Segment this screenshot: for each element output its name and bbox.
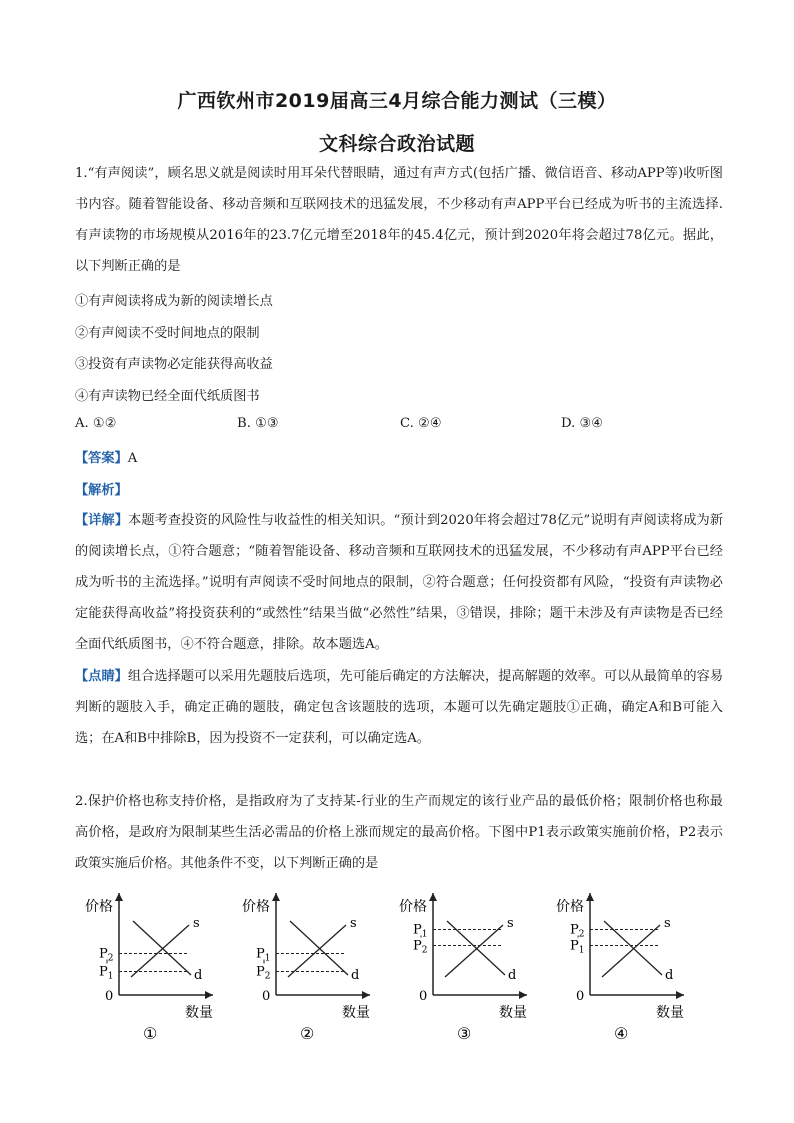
price-label-upper: $P_1$	[256, 946, 271, 964]
question-1-item-4: ④有声读物已经全面代纸质图书	[75, 389, 260, 404]
x-axis-arrow	[676, 991, 684, 999]
price-label-upper: $P_2$	[99, 946, 114, 964]
panel-number: ②	[300, 1024, 315, 1043]
price-charts	[60, 885, 700, 1045]
question-1-item-1: ①有声阅读将成为新的阅读增长点	[75, 294, 273, 309]
price-label-lower: $P_1$	[570, 938, 585, 956]
document-subtitle: 文科综合政治试题	[318, 133, 475, 155]
question-2-stem: 2.保护价格也称支持价格，是指政府为了支持某-行业的生产而规定的该行业产品的最低价格；限制价格也称最高价格，是政府为限制某些生活必需品的价格上涨而规定的最高价格。下图中P1表示政策实施前价格，P2表示政策实施后价格。其他条件不变，以下判断正确的是	[75, 794, 723, 871]
demand-label: d	[665, 968, 674, 983]
option-d: D. ③④	[561, 416, 604, 431]
tip-text: 组合选择题可以采用先题肢后选项，先可能后确定的方法解决，提高解题的效率。可以从最简单的容易判断的题肢入手，确定正确的题肢，确定包含该题肢的选项，本题可以先确定题肢①正确，确定A和B可能入选；在A和B中排除B，因为投资不一定获利，可以确定选A。	[75, 669, 724, 746]
tip-paragraph	[75, 661, 723, 754]
demand-label: d	[194, 968, 203, 983]
supply-curve	[288, 925, 346, 977]
analysis-label	[75, 479, 128, 498]
supply-curve	[131, 925, 189, 977]
origin-label: 0	[576, 989, 585, 1004]
y-axis-label: 价格	[242, 899, 270, 915]
price-label-upper: $P_1$	[413, 922, 428, 940]
supply-curve	[445, 925, 503, 977]
x-axis-label: 数量	[342, 1005, 370, 1021]
y-axis-arrow	[272, 893, 280, 901]
y-axis-arrow	[115, 893, 123, 901]
x-axis-label: 数量	[499, 1005, 527, 1021]
option-b: B. ①③	[237, 416, 279, 431]
supply-label: s	[193, 916, 200, 931]
answer-value: A	[127, 451, 138, 466]
panel-number: ④	[614, 1024, 629, 1043]
x-axis-label: 数量	[185, 1005, 213, 1021]
price-label-lower: $P_2$	[413, 938, 428, 956]
price-label-upper: $P_2$	[570, 922, 585, 940]
x-axis-label: 数量	[656, 1005, 684, 1021]
demand-label: d	[351, 968, 360, 983]
panel-number: ③	[457, 1024, 472, 1043]
supply-label: s	[507, 916, 514, 931]
detail-paragraph	[75, 505, 723, 660]
question-1-item-2: ②有声阅读不受时间地点的限制	[75, 326, 260, 341]
panel-number: ①	[143, 1024, 158, 1043]
y-axis-label: 价格	[399, 899, 427, 915]
demand-label: d	[508, 968, 517, 983]
y-axis-label: 价格	[85, 899, 113, 915]
analysis-label-text: 【解析】	[75, 483, 128, 498]
answer-label: 【答案】	[75, 451, 128, 466]
supply-label: s	[664, 916, 671, 931]
x-axis-arrow	[519, 991, 527, 999]
supply-curve	[602, 925, 660, 977]
y-axis-arrow	[429, 893, 437, 901]
price-label-lower: $P_1$	[99, 964, 114, 982]
detail-label: 【详解】	[75, 513, 129, 528]
answer-line	[75, 447, 137, 466]
supply-label: s	[350, 916, 357, 931]
document-title: 广西钦州市2019届高三4月综合能力测试（三模）	[177, 90, 617, 112]
option-c: C. ②④	[400, 416, 442, 431]
detail-text: 本题考查投资的风险性与收益性的相关知识。“预计到2020年将会超过78亿元”说明有声阅读将成为新的阅读增长点，①符合题意；“随着智能设备、移动音频和互联网技术的迅猛发展，不少移动有声APP平台已经成为听书的主流选择。”说明有声阅读不受时间地点的限制，②符合题意；任何投资都有风险，“投资有声读物必定能获得高收益”将投资获利的“或然性”结果当做“必然性”结果，③错误，排除；题干未涉及有声读物是否已经全面代纸质图书，④不符合题意，排除。故本题选A。	[75, 513, 724, 652]
option-a: A. ①②	[75, 416, 117, 431]
x-axis-arrow	[362, 991, 370, 999]
origin-label: 0	[105, 989, 114, 1004]
x-axis-arrow	[205, 991, 213, 999]
question-1-stem: 1.“有声阅读”，顾名思义就是阅读时用耳朵代替眼睛，通过有声方式(包括广播、微信语音、移动APP等)收听图书内容。随着智能设备、移动音频和互联网技术的迅猛发展，不少移动有声APP平台已经成为听书的主流选择.有声读物的市场规模从2016年的23.7亿元增至2018年的45.4亿元，预计到2020年将会超过78亿元。据此，以下判断正确的是	[75, 166, 723, 274]
origin-label: 0	[262, 989, 271, 1004]
tip-label: 【点睛】	[75, 669, 128, 684]
question-1-item-3: ③投资有声读物必定能获得高收益	[75, 357, 273, 372]
y-axis-arrow	[586, 893, 594, 901]
price-label-lower: $P_2$	[256, 964, 271, 982]
origin-label: 0	[419, 989, 428, 1004]
y-axis-label: 价格	[556, 899, 584, 915]
